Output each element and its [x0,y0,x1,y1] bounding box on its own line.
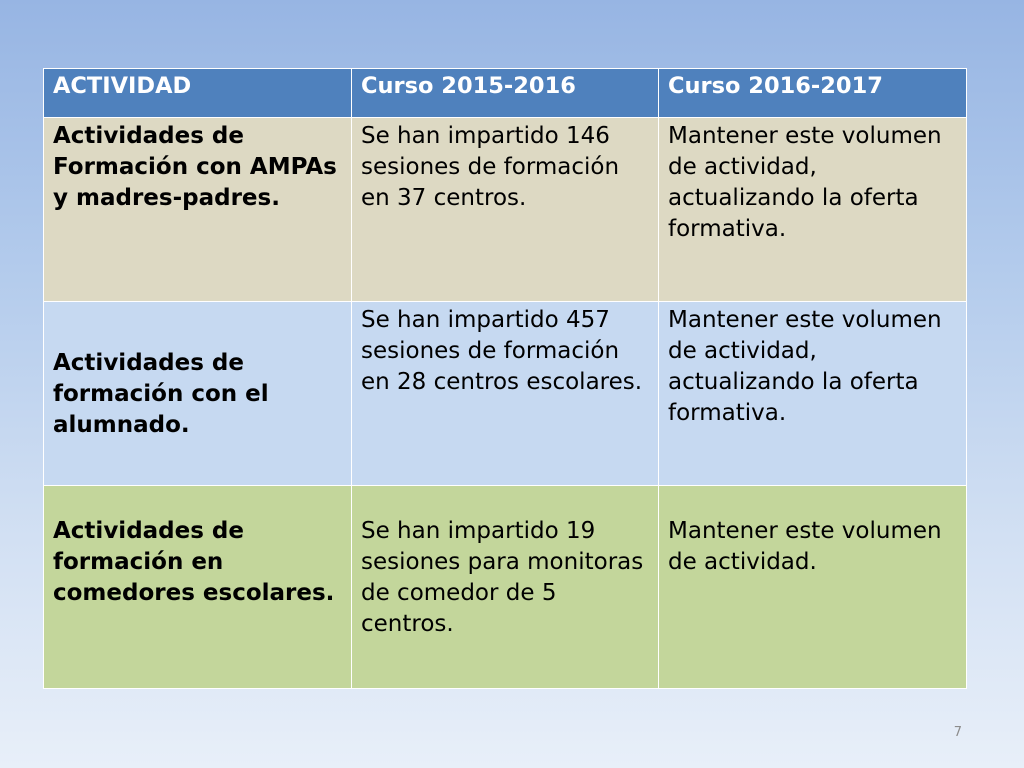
header-curso-2015-2016: Curso 2015-2016 [352,69,659,118]
curso-2015-2016-cell: Se han impartido 19 sesiones para monitoras de comedor de 5 centros. [352,486,659,689]
activity-cell: Actividades de Formación con AMPAs y madres-padres. [44,118,352,302]
header-curso-2016-2017: Curso 2016-2017 [659,69,967,118]
table-header-row [44,69,967,118]
table-row [44,302,967,486]
table-row [44,486,967,689]
curso-2015-2016-cell: Se han impartido 457 sesiones de formación en 28 centros escolares. [352,302,659,486]
activities-table [43,68,967,689]
curso-2016-2017-cell: Mantener este volumen de actividad. [659,486,967,689]
table-row [44,118,967,302]
curso-2016-2017-cell: Mantener este volumen de actividad, actualizando la oferta formativa. [659,302,967,486]
curso-2016-2017-cell: Mantener este volumen de actividad, actualizando la oferta formativa. [659,118,967,302]
activity-text: Actividades de formación con el alumnado. [53,349,269,438]
activity-cell [44,302,352,486]
activity-cell: Actividades de formación en comedores escolares. [44,486,352,689]
curso-2015-2016-cell: Se han impartido 146 sesiones de formación en 37 centros. [352,118,659,302]
header-actividad: ACTIVIDAD [44,69,352,118]
page-number: 7 [953,725,962,740]
